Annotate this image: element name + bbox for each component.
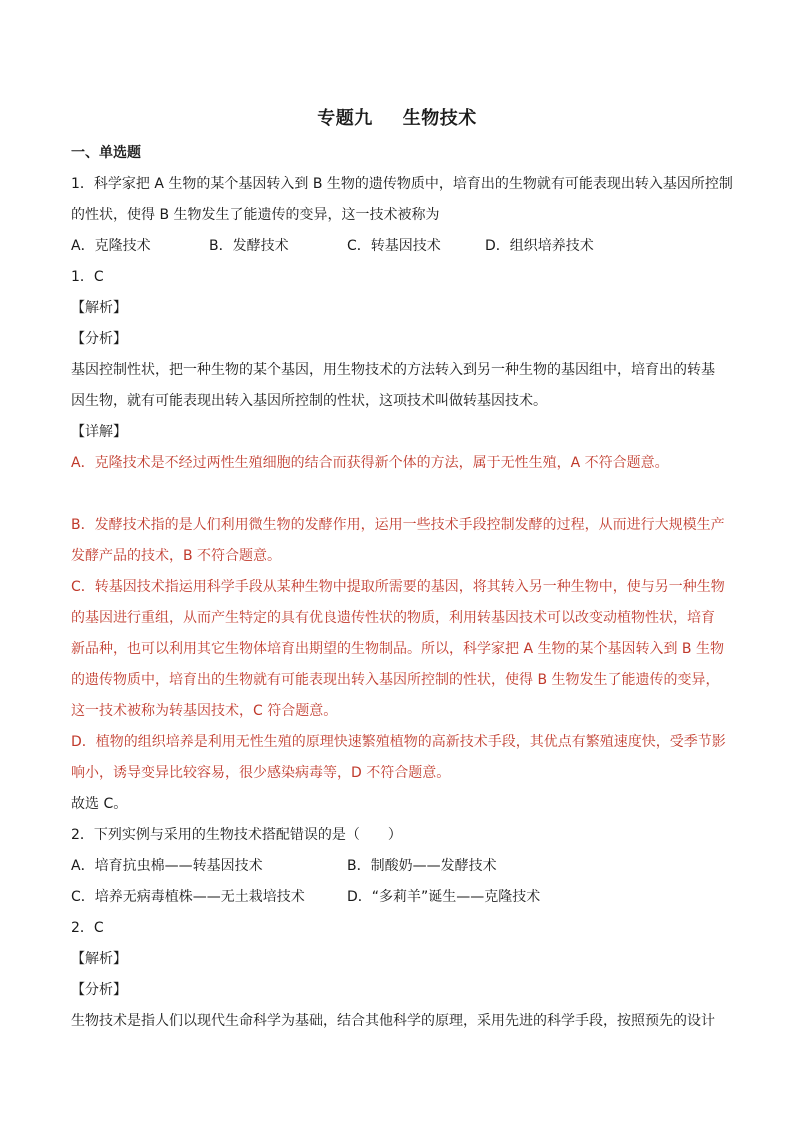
q2-option-a: A．培育抗虫棉——转基因技术 — [71, 858, 263, 874]
q1-detail-b-line-2: 发酵产品的技术，B 不符合题意。 — [71, 548, 282, 564]
q1-detail-c-line-4: 的遗传物质中，培育出的生物就有可能表现出转入基因所控制的性状，使得 B 生物发生了能遗传的变异， — [71, 672, 720, 688]
q2-options-row-2 — [71, 882, 723, 913]
q1-option-c: C．转基因技术 — [347, 238, 441, 254]
q2-option-d: D．“多莉羊”诞生——克隆技术 — [347, 889, 541, 905]
q2-stem: 2．下列实例与采用的生物技术搭配错误的是（ ） — [71, 827, 402, 843]
q1-detail-b-line-1: B．发酵技术指的是人们利用微生物的发酵作用，运用一些技术手段控制发酵的过程，从而进行大规模生产 — [71, 517, 725, 533]
q1-detail-c-line-5: 这一技术被称为转基因技术，C 符合题意。 — [71, 703, 338, 719]
q2-option-b: B．制酸奶——发酵技术 — [347, 858, 497, 874]
q1-detail-c-line-3: 新品种，也可以利用其它生物体培育出期望的生物制品。所以，科学家把 A 生物的某个基因转入到 B 生物 — [71, 641, 724, 657]
q1-conclusion: 故选 C。 — [71, 796, 128, 812]
q1-fenxi-label: 【分析】 — [71, 331, 127, 347]
title-part-2: 生物技术 — [402, 108, 477, 129]
q1-detail-d-line-2: 响小，诱导变异比较容易，很少感染病毒等，D 不符合题意。 — [71, 765, 451, 781]
q2-option-c: C．培养无病毒植株——无土栽培技术 — [71, 889, 305, 905]
document-body — [71, 138, 733, 1037]
q1-xiangjie-label: 【详解】 — [71, 424, 127, 440]
q1-detail-c-line-2: 的基因进行重组，从而产生特定的具有优良遗传性状的物质，利用转基因技术可以改变动植物性状，培育 — [71, 610, 715, 626]
q1-detail-d-line-1: D．植物的组织培养是利用无性生殖的原理快速繁殖植物的高新技术手段，其优点有繁殖速度快，受季节影 — [71, 734, 726, 750]
q1-fenxi-line-1: 基因控制性状，把一种生物的某个基因，用生物技术的方法转入到另一种生物的基因组中，培育出的转基 — [71, 362, 715, 378]
page-title — [0, 104, 794, 130]
q2-jiexi-label: 【解析】 — [71, 951, 127, 967]
q1-stem-line-1: 1．科学家把 A 生物的某个基因转入到 B 生物的遗传物质中，培育出的生物就有可能表现出转入基因所控制 — [71, 176, 733, 192]
q2-fenxi-line-1: 生物技术是指人们以现代生命科学为基础，结合其他科学的原理，采用先进的科学手段，按照预先的设计 — [71, 1013, 715, 1029]
q1-answer: 1．C — [71, 269, 104, 285]
q1-option-b: B．发酵技术 — [209, 238, 289, 254]
section-heading: 一、单选题 — [71, 145, 141, 161]
q1-option-d: D．组织培养技术 — [485, 238, 594, 254]
q1-detail-a: A．克隆技术是不经过两性生殖细胞的结合而获得新个体的方法，属于无性生殖，A 不符合题意。 — [71, 455, 669, 471]
q1-detail-c-line-1: C．转基因技术指运用科学手段从某种生物中提取所需要的基因，将其转入另一种生物中，使与另一种生物 — [71, 579, 725, 595]
q2-fenxi-label: 【分析】 — [71, 982, 127, 998]
q2-answer: 2．C — [71, 920, 104, 936]
q1-jiexi-label: 【解析】 — [71, 300, 127, 316]
q1-option-a: A．克隆技术 — [71, 238, 151, 254]
q1-fenxi-line-2: 因生物，就有可能表现出转入基因所控制的性状，这项技术叫做转基因技术。 — [71, 393, 547, 409]
q1-options — [71, 231, 723, 262]
q1-stem-line-2: 的性状，使得 B 生物发生了能遗传的变异，这一技术被称为 — [71, 207, 440, 223]
title-part-1: 专题九 — [317, 108, 373, 129]
q2-options-row-1 — [71, 851, 723, 882]
